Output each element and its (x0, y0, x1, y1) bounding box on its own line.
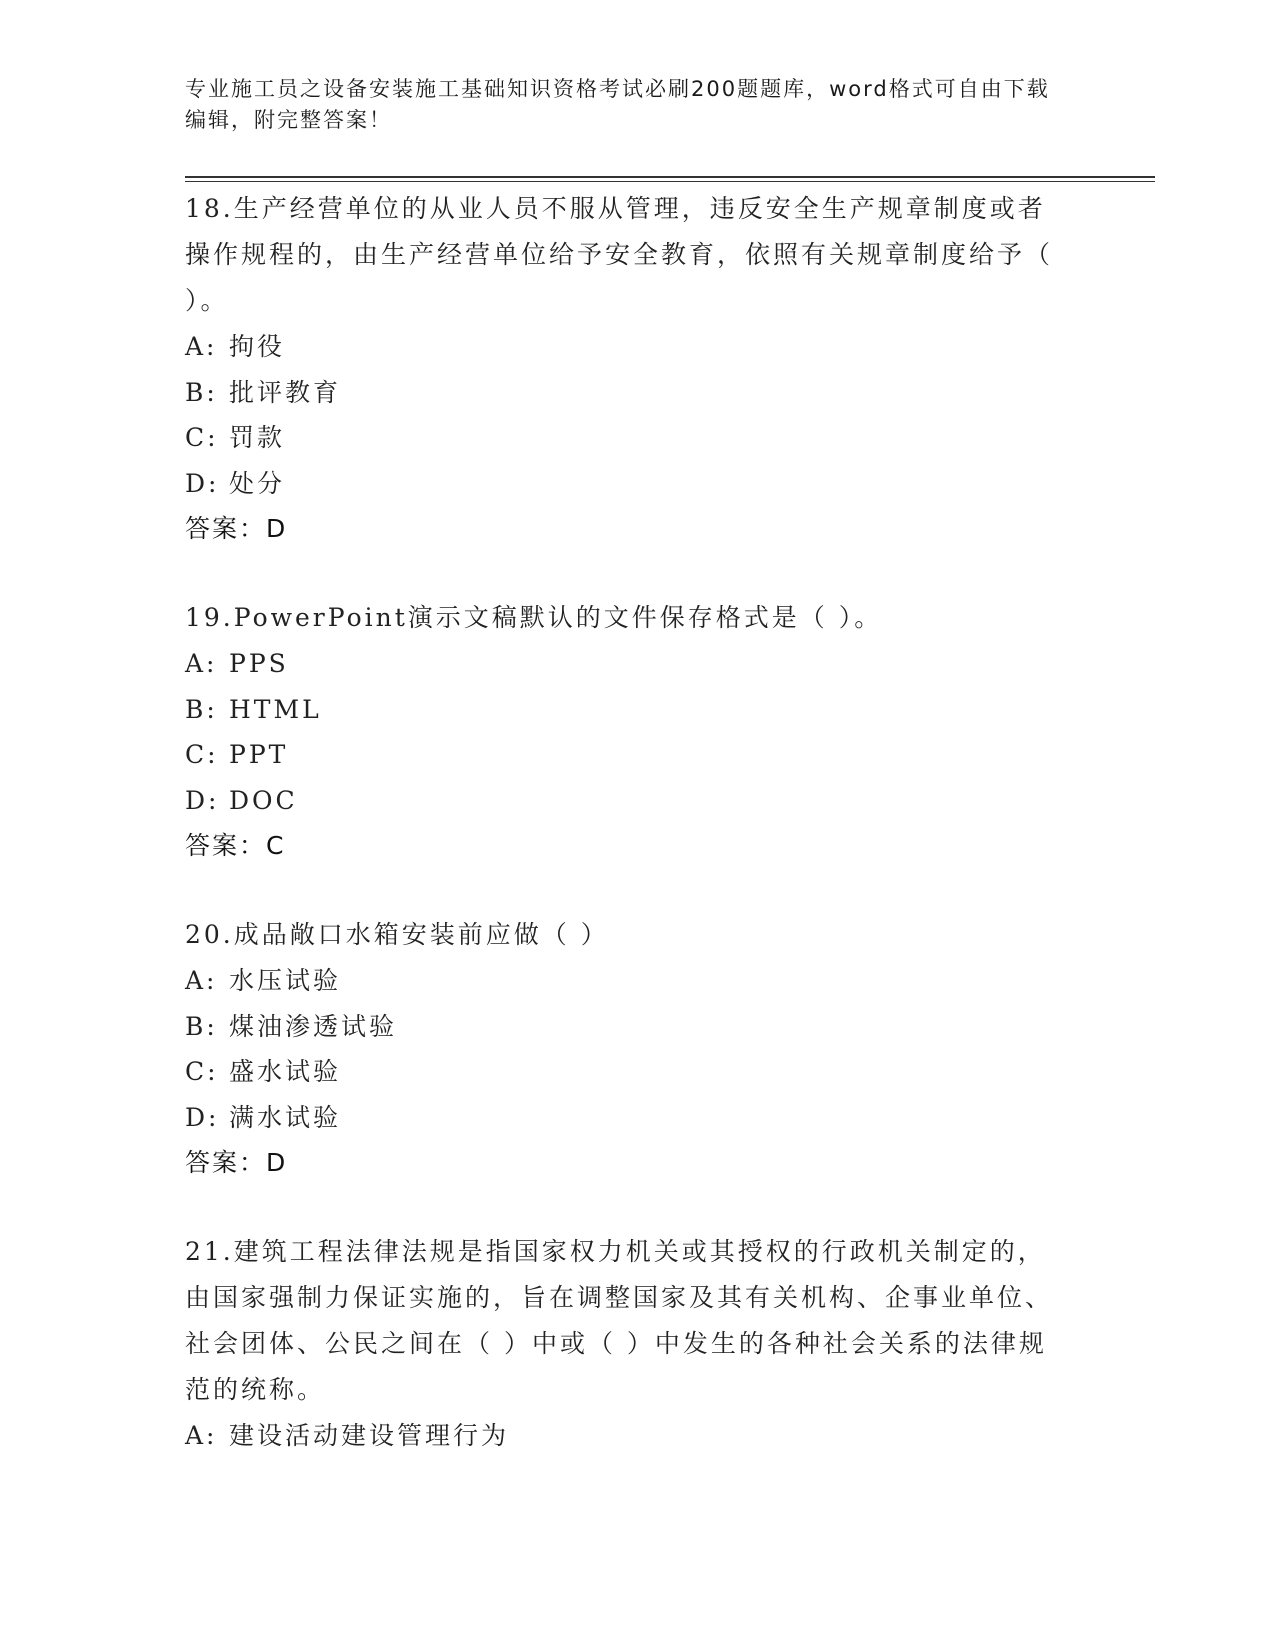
option-a (185, 641, 1065, 687)
option-a (185, 958, 1065, 1004)
option-key: B: (185, 694, 218, 724)
question-list (185, 186, 1065, 1502)
question-block-19 (185, 595, 1065, 869)
option-key: B: (185, 1011, 218, 1041)
question-stem: 21.建筑工程法律法规是指国家权力机关或其授权的行政机关制定的，由国家强制力保证实施的，旨在调整国家及其有关机构、企事业单位、社会团体、公民之间在（ ）中或（ ）中发生的各种社会关系的法律规范的统称。 (185, 1237, 1054, 1404)
question-block-18 (185, 186, 1065, 552)
option-key: B: (185, 377, 218, 407)
question-stem: 20.成品敞口水箱安装前应做（ ） (185, 920, 609, 949)
option-key: C: (185, 423, 219, 452)
option-b (185, 687, 1065, 733)
option-text: 盛水试验 (229, 1057, 342, 1086)
question-stem: 19.PowerPoint演示文稿默认的文件保存格式是（ ）。 (185, 603, 883, 632)
header-divider (185, 176, 1155, 182)
option-c (185, 732, 1065, 778)
option-text: PPS (229, 649, 289, 678)
option-d (185, 461, 1065, 507)
option-text: 处分 (229, 468, 286, 498)
option-key: C: (185, 740, 219, 769)
option-b (185, 1004, 1065, 1050)
option-text: 拘役 (229, 332, 286, 361)
option-text: 煤油渗透试验 (229, 1011, 398, 1041)
option-key: A: (185, 649, 218, 678)
option-a (185, 1413, 1065, 1459)
document-header: 专业施工员之设备安装施工基础知识资格考试必刷200题题库，word格式可自由下载编辑，附完整答案！ (185, 77, 1050, 132)
option-d (185, 778, 1065, 824)
option-key: A: (185, 1421, 218, 1450)
option-key: A: (185, 332, 218, 361)
option-text: 满水试验 (229, 1102, 342, 1132)
option-b (185, 370, 1065, 416)
option-d (185, 1095, 1065, 1141)
option-c (185, 415, 1065, 461)
option-key: A: (185, 966, 218, 995)
question-block-21 (185, 1229, 1065, 1459)
option-text: 批评教育 (229, 377, 342, 407)
option-text: DOC (229, 785, 298, 815)
question-block-20 (185, 912, 1065, 1186)
answer-line: 答案：C (185, 831, 286, 860)
answer-line: 答案：D (185, 1148, 288, 1177)
option-key: D: (185, 1102, 220, 1132)
option-text: 水压试验 (229, 966, 342, 995)
option-key: D: (185, 468, 220, 498)
option-a (185, 324, 1065, 370)
answer-line: 答案：D (185, 514, 288, 543)
option-c (185, 1049, 1065, 1095)
option-text: 建设活动建设管理行为 (229, 1421, 510, 1450)
option-text: PPT (229, 740, 289, 769)
option-key: C: (185, 1057, 219, 1086)
option-text: 罚款 (229, 423, 286, 452)
option-key: D: (185, 785, 220, 815)
question-stem: 18.生产经营单位的从业人员不服从管理，违反安全生产规章制度或者操作规程的，由生产经营单位给予安全教育，依照有关规章制度给予（ ）。 (185, 194, 1054, 315)
option-text: HTML (229, 694, 322, 724)
